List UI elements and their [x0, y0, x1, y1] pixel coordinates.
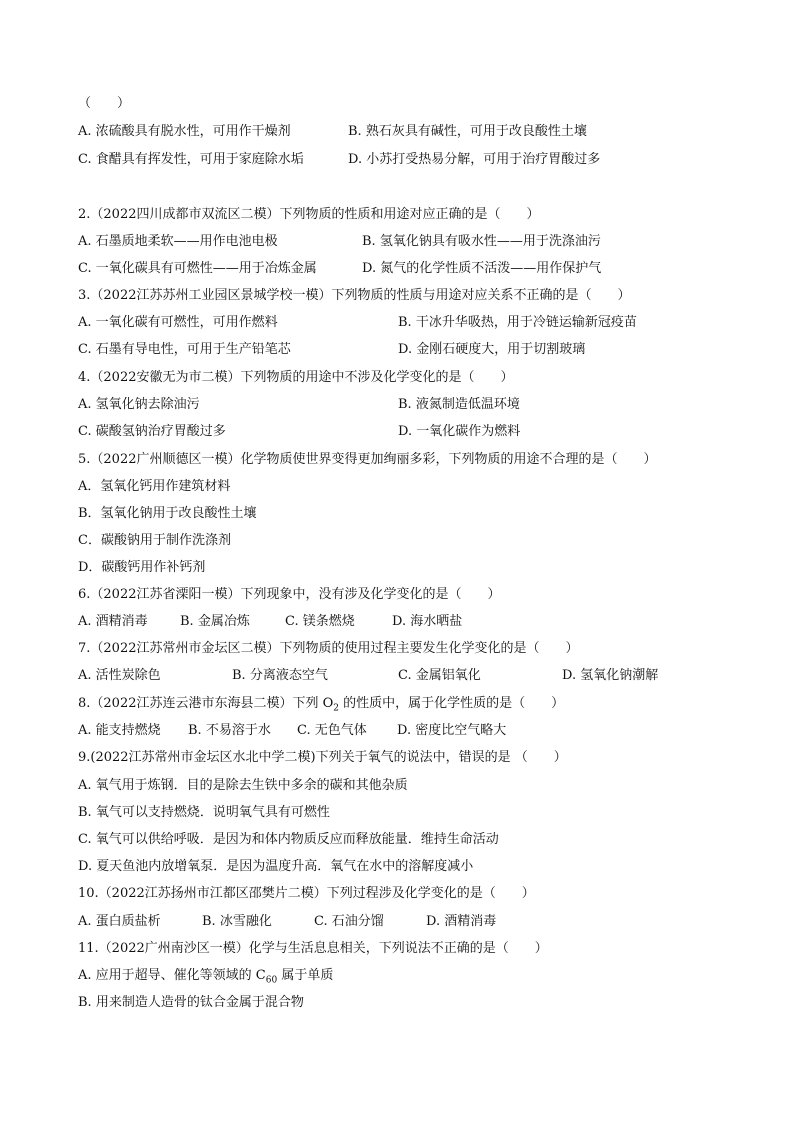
q10-stem: 10.（2022江苏扬州市江都区邵樊片二模）下列过程涉及化学变化的是（ ）: [78, 886, 535, 901]
q11-option-a: [78, 967, 333, 990]
q7-option-b: B. 分离液态空气: [232, 668, 328, 683]
q1-option-b: B. 熟石灰具有碱性，可用于改良酸性土壤: [348, 124, 587, 139]
q4-option-a: A. 氢氧化钠去除油污: [78, 397, 200, 412]
q5-option-b: B．氢氧化钠用于改良酸性土壤: [78, 506, 257, 521]
q1-bracket: （ ）: [78, 96, 131, 111]
q5-option-a: A．氢氧化钙用作建筑材料: [78, 479, 231, 494]
q11-option-a-subscript: 60: [265, 975, 278, 986]
q9-option-b: B. 氧气可以支持燃烧．说明氧气具有可燃性: [78, 805, 330, 820]
q8-option-d: D. 密度比空气略大: [397, 723, 507, 738]
q3-option-c: C. 石墨有导电性，可用于生产铅笔芯: [78, 342, 291, 357]
q2-option-d: D. 氮气的化学性质不活泼——用作保护气: [362, 261, 602, 276]
q3-option-a: A. 一氧化碳有可燃性，可用作燃料: [78, 315, 278, 330]
q2-option-a: A. 石墨质地柔软——用作电池电极: [78, 234, 278, 249]
q4-option-c: C. 碳酸氢钠治疗胃酸过多: [78, 424, 226, 439]
q1-option-d: D. 小苏打受热易分解，可用于治疗胃酸过多: [348, 152, 601, 167]
q11-option-a-pre: A. 应用于超导、催化等领域的 C: [78, 968, 266, 983]
q2-stem: 2.（2022四川成都市双流区二模）下列物质的性质和用途对应正确的是（ ）: [78, 207, 540, 222]
q6-option-a: A. 酒精消毒: [78, 614, 148, 629]
q8-stem-post: 的性质中，属于化学性质的是（ ）: [339, 696, 565, 711]
q8-option-a: A. 能支持燃烧: [78, 723, 161, 738]
q4-option-b: B. 液氮制造低温环境: [398, 397, 520, 412]
q9-option-a: A. 氧气用于炼钢．目的是除去生铁中多余的碳和其他杂质: [78, 778, 408, 793]
q9-stem: 9.(2022江苏常州市金坛区水北中学二模)下列关于氧气的说法中，错误的是 （ ）: [78, 750, 567, 765]
q11-option-a-post: 属于单质: [277, 968, 334, 983]
q7-option-a: A. 活性炭除色: [78, 668, 161, 683]
q8-option-c: C. 无色气体: [297, 723, 367, 738]
q5-option-d: D．碳酸钙用作补钙剂: [78, 560, 206, 575]
q6-option-d: D. 海水晒盐: [392, 614, 463, 629]
q11-option-b: B. 用来制造人造骨的钛合金属于混合物: [78, 995, 304, 1010]
q6-option-b: B. 金属冶炼: [180, 614, 250, 629]
q6-stem: 6.（2022江苏省溧阳一模）下列现象中，没有涉及化学变化的是（ ）: [78, 587, 501, 602]
q2-option-b: B. 氢氧化钠具有吸水性——用于洗涤油污: [362, 234, 601, 249]
q3-option-b: B. 干冰升华吸热，用于冷链运输新冠疫苗: [398, 315, 637, 330]
q9-option-c: C. 氧气可以供给呼吸．是因为和体内物质反应而释放能量．维持生命活动: [78, 832, 499, 847]
q5-option-c: C．碳酸钠用于制作洗涤剂: [78, 533, 231, 548]
q2-option-c: C. 一氧化碳具有可燃性——用于冶炼金属: [78, 261, 317, 276]
q1-option-a: A. 浓硫酸具有脱水性，可用作干燥剂: [78, 124, 291, 139]
q4-option-d: D. 一氧化碳作为燃料: [398, 424, 521, 439]
q10-option-b: B. 冰雪融化: [202, 914, 272, 929]
q7-option-c: C. 金属铝氧化: [398, 668, 481, 683]
q4-stem: 4.（2022安徽无为市二模）下列物质的用途中不涉及化学变化的是（ ）: [78, 370, 514, 385]
q1-option-c: C. 食醋具有挥发性，可用于家庭除水垢: [78, 152, 304, 167]
q8-option-b: B. 不易溶于水: [188, 723, 271, 738]
q10-option-d: D. 酒精消毒: [426, 914, 497, 929]
q7-stem: 7.（2022江苏常州市金坛区二模）下列物质的使用过程主要发生化学变化的是（ ）: [78, 641, 579, 656]
q8-stem-subscript: 2: [333, 703, 340, 714]
q6-option-c: C. 镁条燃烧: [285, 614, 355, 629]
q11-stem: 11.（2022广州南沙区一模）化学与生活息息相关，下列说法不正确的是（ ）: [78, 941, 548, 956]
q8-stem-pre: 8.（2022江苏连云港市东海县二模）下列 O: [78, 696, 334, 711]
q7-option-d: D. 氢氧化钠潮解: [562, 668, 659, 683]
q10-option-c: C. 石油分馏: [314, 914, 384, 929]
q3-option-d: D. 金刚石硬度大，用于切割玻璃: [398, 342, 586, 357]
q8-stem: [78, 695, 564, 718]
q3-stem: 3.（2022江苏苏州工业园区景城学校一模）下列物质的性质与用途对应关系不正确的是（ ）: [78, 288, 631, 303]
q5-stem: 5.（2022广州顺德区一模）化学物质使世界变得更加绚丽多彩，下列物质的用途不合理的是（ ）: [78, 452, 657, 467]
q9-option-d: D. 夏天鱼池内放增氧泵．是因为温度升高．氧气在水中的溶解度减小: [78, 859, 474, 874]
q10-option-a: A. 蛋白质盐析: [78, 914, 161, 929]
